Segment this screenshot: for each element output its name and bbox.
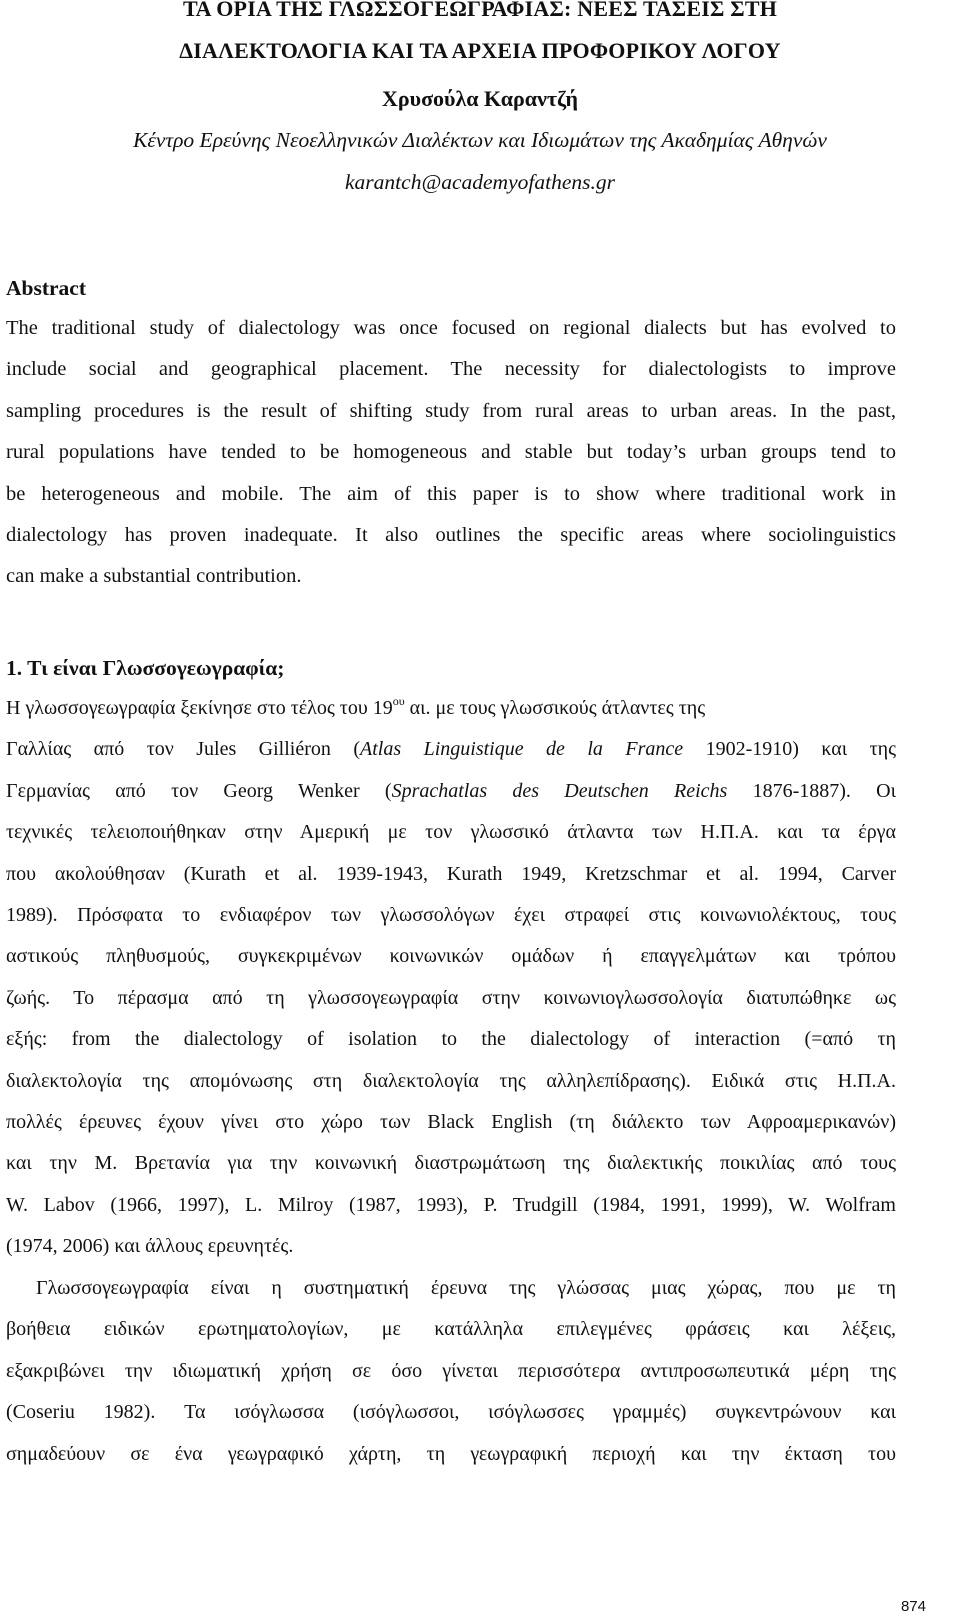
paragraph-line: πολλές έρευνες έχουν γίνει στο χώρο των Black English (τη διάλεκτο των Αφροαμερικανών) bbox=[6, 1110, 896, 1133]
abstract-line: dialectology has proven inadequate. It also outlines the specific areas where sociolinguistics bbox=[6, 523, 896, 546]
abstract-line: be heterogeneous and mobile. The aim of this paper is to show where traditional work in bbox=[6, 482, 896, 505]
ordinal-superscript: ου bbox=[392, 694, 405, 708]
abstract-heading: Abstract bbox=[6, 276, 87, 300]
author-affiliation: Κέντρο Ερεύνης Νεοελληνικών Διαλέκτων και Ιδιωμάτων της Ακαδημίας Αθηνών bbox=[133, 128, 827, 152]
paragraph-line: και την Μ. Βρετανία για την κοινωνική διαστρωμάτωση της διαλεκτικής ποικιλίας από τους bbox=[6, 1152, 896, 1175]
paragraph-line: εξής: from the dialectology of isolation to the dialectology of interaction (=από τη bbox=[6, 1028, 896, 1051]
section-1-heading: 1. Τι είναι Γλωσσογεωγραφία; bbox=[6, 656, 285, 680]
section-1-paragraph-2 bbox=[6, 1268, 896, 1475]
abstract-line: can make a substantial contribution. bbox=[6, 565, 302, 588]
page-number: 874 bbox=[900, 1598, 926, 1615]
text-run: αι. με τους γλωσσικούς άτλαντες της bbox=[404, 697, 706, 719]
paragraph-line: εξακριβώνει την ιδιωματική χρήση σε όσο γίνεται περισσότερα αντιπροσωπευτικά μέρη της bbox=[6, 1359, 896, 1382]
atlas-title-italic: Sprachatlas des Deutschen Reichs bbox=[391, 779, 728, 802]
abstract-line: The traditional study of dialectology was once focused on regional dialects but has evolved to bbox=[6, 317, 896, 339]
text-run: Γερμανίας από τον Georg Wenker ( bbox=[6, 779, 392, 802]
section-1-paragraph-1 bbox=[6, 688, 896, 1267]
paragraph-line: βοήθεια ειδικών ερωτηματολογίων, με κατάλληλα επιλεγμένες φράσεις και λέξεις, bbox=[6, 1318, 896, 1341]
abstract-line: include social and geographical placement. The necessity for dialectologists to improve bbox=[6, 358, 896, 381]
author-email: karantch@academyofathens.gr bbox=[345, 170, 615, 194]
paragraph-line: W. Labov (1966, 1997), L. Milroy (1987, 1993), P. Trudgill (1984, 1991, 1999), W. Wolfram bbox=[6, 1193, 896, 1216]
paragraph-line: ζωής. Το πέρασμα από τη γλωσσογεωγραφία στην κοινωνιογλωσσολογία διατυπώθηκε ως bbox=[6, 986, 896, 1009]
text-run: Γαλλίας από τον Jules Gilliéron ( bbox=[6, 738, 361, 761]
author-name: Χρυσούλα Καραντζή bbox=[382, 86, 578, 111]
paragraph-line: που ακολούθησαν (Kurath et al. 1939-1943, Kurath 1949, Kretzschmar et al. 1994, Carver bbox=[6, 862, 896, 885]
text-run: 1876-1887). Οι bbox=[727, 779, 896, 802]
paragraph-line: αστικούς πληθυσμούς, συγκεκριμένων κοινωνικών ομάδων ή επαγγελμάτων και τρόπου bbox=[6, 945, 896, 968]
paragraph-line: τεχνικές τελειοποιήθηκαν στην Αμερική με τον γλωσσικό άτλαντα των Η.Π.Α. και τα έργα bbox=[6, 821, 896, 844]
paragraph-line: Γλωσσογεωγραφία είναι η συστηματική έρευνα της γλώσσας μιας χώρας, που με τη bbox=[36, 1277, 896, 1299]
paragraph-line bbox=[6, 729, 896, 770]
abstract-line: sampling procedures is the result of shifting study from rural areas to urban areas. In the past, bbox=[6, 399, 896, 422]
paragraph-line: 1989). Πρόσφατα το ενδιαφέρον των γλωσσολόγων έχει στραφεί στις κοινωνιολέκτους, τους bbox=[6, 903, 896, 926]
text-run: 1902-1910) και της bbox=[683, 738, 896, 761]
text-run: Η γλωσσογεωγραφία ξεκίνησε στο τέλος του 19 bbox=[6, 697, 393, 719]
paper-title-line-2: ΔΙΑΛΕΚΤΟΛΟΓΙΑ ΚΑΙ ΤΑ ΑΡΧΕΙΑ ΠΡΟΦΟΡΙΚΟΥ ΛΟΓΟΥ bbox=[179, 38, 781, 63]
abstract-body bbox=[6, 308, 896, 598]
paragraph-line: (1974, 2006) και άλλους ερευνητές. bbox=[6, 1235, 294, 1258]
abstract-line: rural populations have tended to be homogeneous and stable but today’s urban groups tend to bbox=[6, 441, 896, 464]
paragraph-line: σημαδεύουν σε ένα γεωγραφικό χάρτη, τη γεωγραφική περιοχή και την έκταση του bbox=[6, 1442, 896, 1465]
paper-title-line-1: ΤΑ ΟΡΙΑ ΤΗΣ ΓΛΩΣΣΟΓΕΩΓΡΑΦΙΑΣ: ΝΕΕΣ ΤΑΣΕΙΣ ΣΤΗ bbox=[182, 0, 778, 21]
paragraph-line: διαλεκτολογία της απομόνωσης στη διαλεκτολογία της αλληλεπίδρασης). Ειδικά στις Η.Π.Α. bbox=[6, 1069, 896, 1092]
paragraph-line: (Coseriu 1982). Τα ισόγλωσσα (ισόγλωσσοι, ισόγλωσσες γραμμές) συγκεντρώνουν και bbox=[6, 1401, 896, 1424]
paragraph-line bbox=[6, 771, 896, 812]
atlas-title-italic: Atlas Linguistique de la France bbox=[360, 738, 684, 761]
paragraph-line bbox=[6, 688, 896, 729]
